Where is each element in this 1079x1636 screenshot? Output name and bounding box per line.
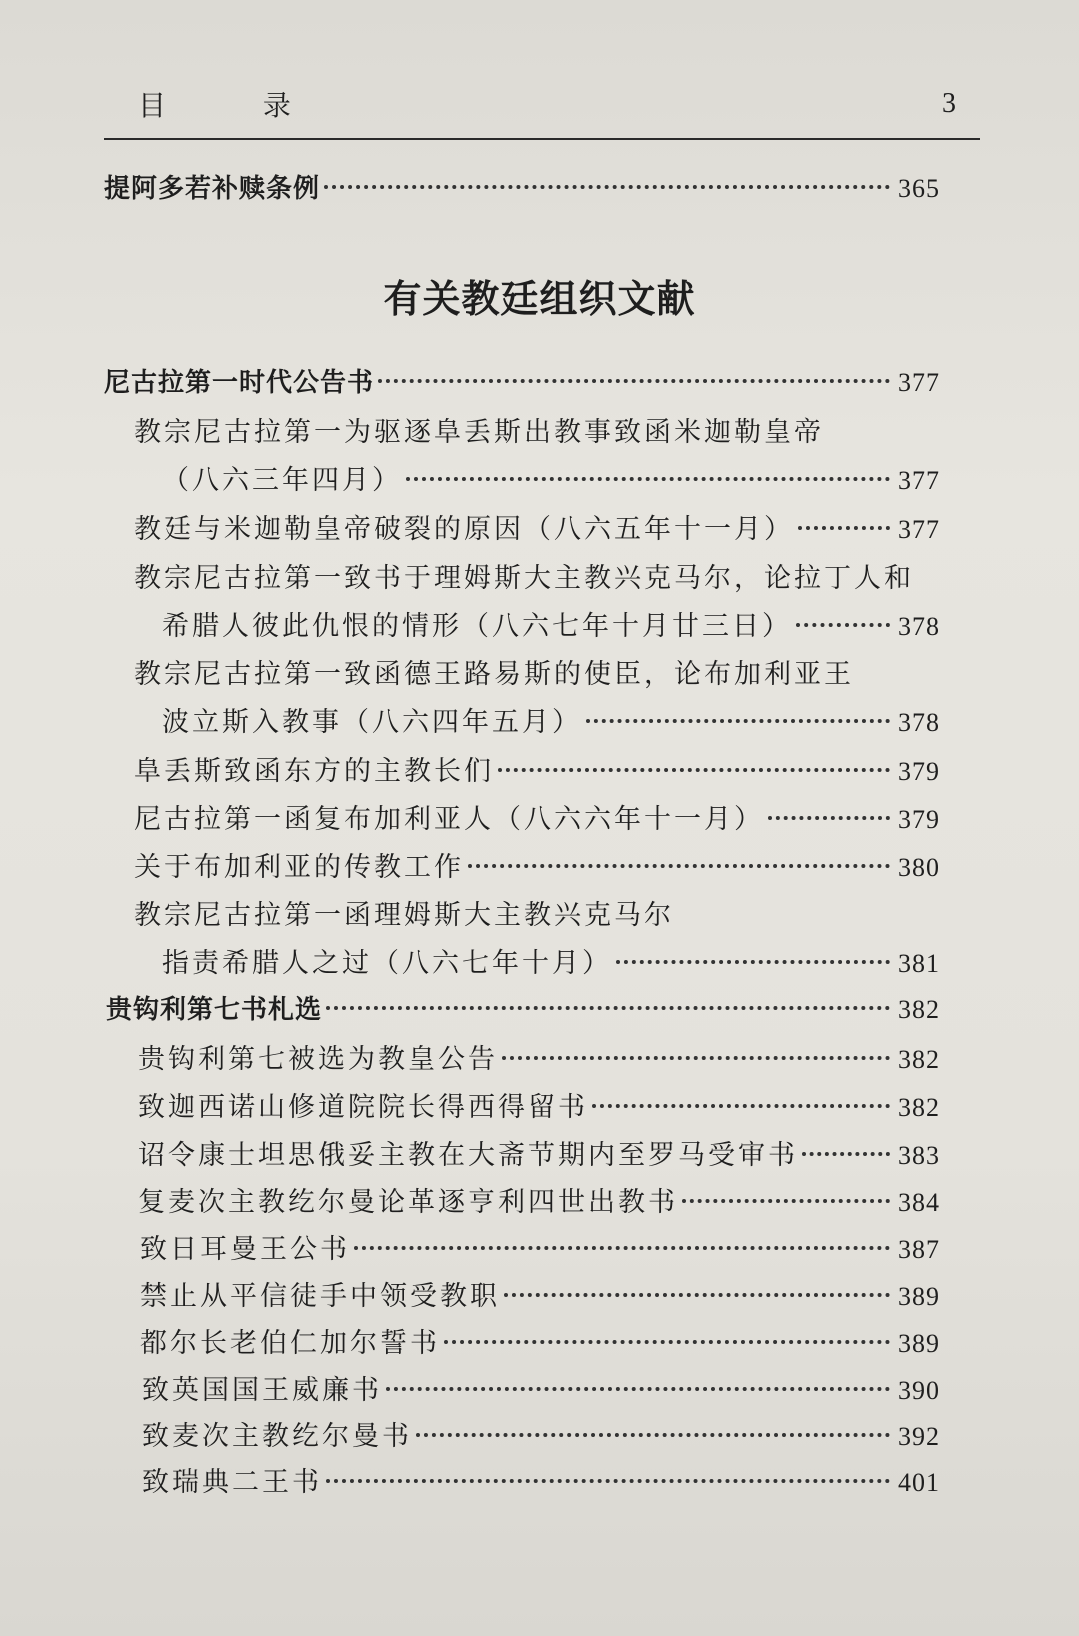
toc-entry (138, 1037, 940, 1081)
toc-entry (140, 1321, 940, 1365)
toc-entry-label: 尼古拉第一时代公告书 (104, 368, 375, 398)
toc-entry-label: 阜丢斯致函东方的主教长们 (134, 756, 494, 787)
dot-leader (326, 1479, 890, 1483)
toc-entry-line: 教宗尼古拉第一致函德王路易斯的使臣，论布加利亚王 (134, 659, 854, 690)
dot-leader (802, 1152, 890, 1156)
toc-entry-page: 377 (898, 515, 940, 544)
dot-leader (616, 960, 890, 964)
toc-entry-label: 致迦西诺山修道院院长得西得留书 (138, 1092, 588, 1123)
toc-entry (142, 1368, 940, 1412)
toc-entry-label: 教廷与米迦勒皇帝破裂的原因（八六五年十一月） (134, 514, 794, 545)
toc-entry-page: 380 (898, 853, 940, 882)
toc-entry (142, 1460, 940, 1504)
toc-entry (134, 507, 940, 551)
toc-entry (134, 749, 940, 793)
toc-entry-page: 377 (898, 466, 940, 495)
dot-leader (324, 185, 890, 189)
dot-leader (592, 1104, 890, 1108)
toc-entry-label: 波立斯入教事（八六四年五月） (162, 707, 582, 738)
toc-entry-page: 382 (898, 995, 940, 1024)
toc-entry (162, 604, 940, 648)
toc-entry-page: 379 (898, 805, 940, 834)
dot-leader (354, 1246, 890, 1250)
toc-entry-label: 贵钩利第七书札选 (106, 995, 323, 1025)
toc-entry-label: 希腊人彼此仇恨的情形（八六七年十月廿三日） (162, 611, 792, 642)
toc-entry-page: 389 (898, 1329, 940, 1358)
toc-entry-page: 379 (898, 757, 940, 786)
toc-entry (142, 1414, 940, 1458)
dot-leader (586, 719, 890, 723)
toc-entry-line: 教宗尼古拉第一为驱逐阜丢斯出教事致函米迦勒皇帝 (134, 417, 824, 448)
toc-entry-label: 复麦次主教纥尔曼论革逐亨利四世出教书 (138, 1187, 678, 1218)
toc-entry (140, 1274, 940, 1318)
toc-entry (162, 941, 940, 985)
dot-leader (798, 526, 890, 530)
toc-entry-label: 贵钩利第七被选为教皇公告 (138, 1044, 498, 1075)
toc-entry-label: 指责希腊人之过（八六七年十月） (162, 948, 612, 979)
toc-entry-label: 致英国国王威廉书 (142, 1375, 382, 1406)
toc-entry-page: 381 (898, 949, 940, 978)
page-number: 3 (942, 88, 956, 119)
toc-entry-page: 377 (898, 368, 940, 397)
toc-entry (106, 989, 940, 1033)
dot-leader (682, 1199, 890, 1203)
section-title: 有关教廷组织文献 (383, 277, 696, 321)
toc-entry-label: 诏令康士坦思俄妥主教在大斋节期内至罗马受审书 (138, 1140, 798, 1171)
toc-entry-page: 384 (898, 1188, 940, 1217)
toc-entry-label: 尼古拉第一函复布加利亚人（八六六年十一月） (134, 804, 764, 835)
toc-entry-label: （八六三年四月） (162, 465, 402, 496)
dot-leader (378, 379, 890, 383)
toc-entry-label: 致日耳曼王公书 (140, 1234, 350, 1265)
toc-entry-label: 致麦次主教纥尔曼书 (142, 1421, 412, 1452)
dot-leader (406, 477, 890, 481)
toc-entry-page: 382 (898, 1093, 940, 1122)
toc-entry (138, 1133, 940, 1177)
dot-leader (498, 768, 890, 772)
toc-entry (104, 168, 940, 212)
dot-leader (416, 1433, 890, 1437)
dot-leader (768, 816, 890, 820)
toc-entry-page: 392 (898, 1422, 940, 1451)
toc-entry-page: 389 (898, 1282, 940, 1311)
toc-entry (138, 1180, 940, 1224)
toc-entry (140, 1227, 940, 1271)
toc-entry (162, 458, 940, 502)
dot-leader (796, 623, 890, 627)
toc-entry (138, 1085, 940, 1129)
toc-entry-label: 都尔长老伯仁加尔誓书 (140, 1328, 440, 1359)
toc-entry (104, 362, 940, 406)
toc-entry-page: 390 (898, 1376, 940, 1405)
toc-entry-page: 401 (898, 1468, 940, 1497)
toc-entry-label: 致瑞典二王书 (142, 1467, 322, 1498)
toc-entry-page: 382 (898, 1045, 940, 1074)
dot-leader (468, 864, 890, 868)
running-header (104, 82, 980, 140)
toc-entry-page: 378 (898, 708, 940, 737)
toc-entry-page: 365 (898, 174, 940, 203)
running-title: 目 录 (138, 89, 335, 122)
toc-entry-page: 383 (898, 1141, 940, 1170)
dot-leader (502, 1056, 890, 1060)
dot-leader (504, 1293, 890, 1297)
toc-entry (134, 845, 940, 889)
toc-entry (134, 797, 940, 841)
dot-leader (444, 1340, 890, 1344)
toc-entry-label: 提阿多若补赎条例 (104, 174, 321, 204)
toc-entry (162, 700, 940, 744)
toc-entry-label: 关于布加利亚的传教工作 (134, 852, 464, 883)
toc-entry-page: 387 (898, 1235, 940, 1264)
dot-leader (386, 1387, 890, 1391)
dot-leader (326, 1006, 890, 1010)
toc-entry-line: 教宗尼古拉第一函理姆斯大主教兴克马尔 (134, 900, 674, 931)
toc-entry-line: 教宗尼古拉第一致书于理姆斯大主教兴克马尔，论拉丁人和 (134, 563, 914, 594)
toc-entry-page: 378 (898, 612, 940, 641)
toc-entry-label: 禁止从平信徒手中领受教职 (140, 1281, 500, 1312)
